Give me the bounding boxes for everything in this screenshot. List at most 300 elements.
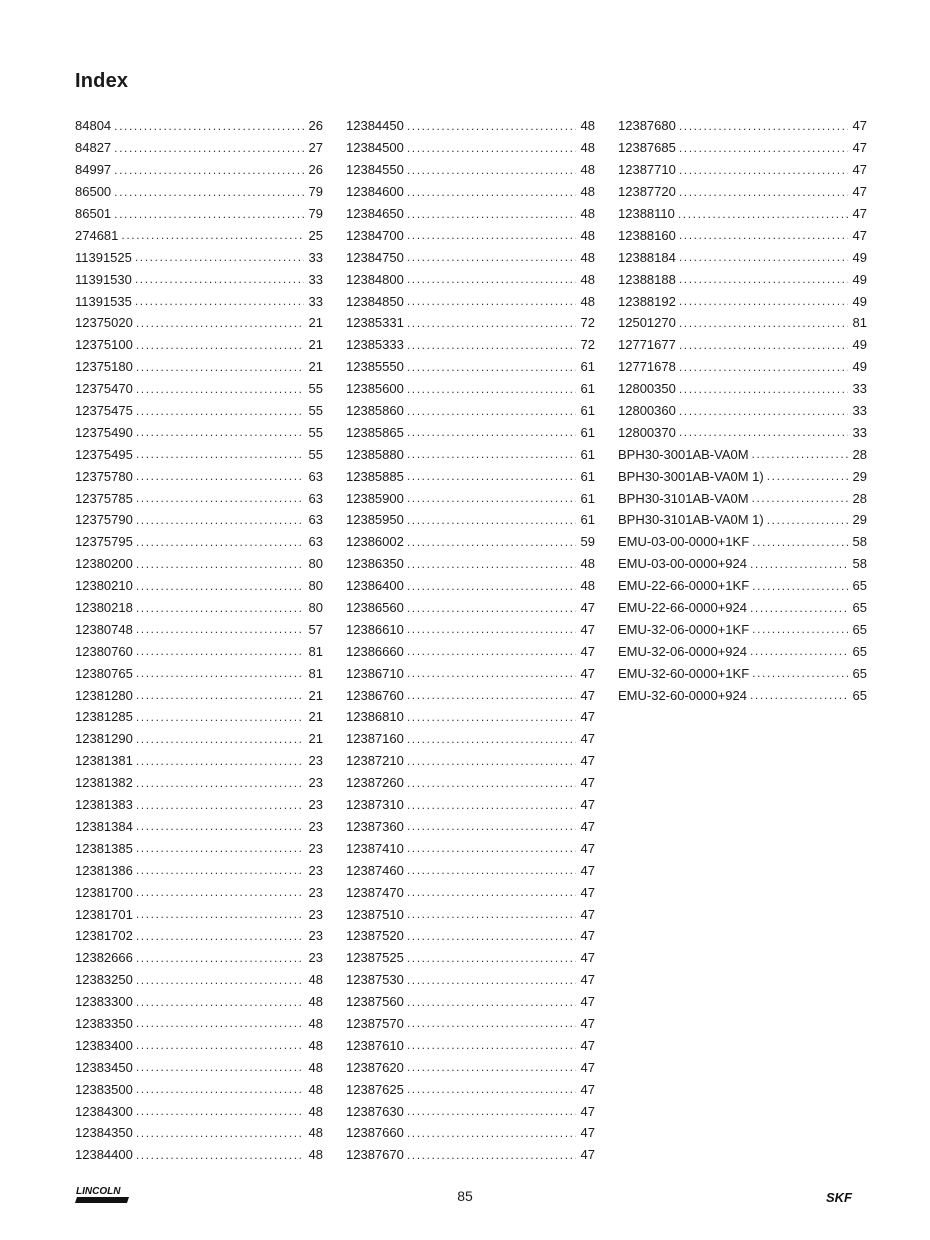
part-number: 12387310 [346,797,404,813]
index-entry [346,1122,595,1144]
page-reference: 23 [308,928,323,944]
index-entry [346,640,595,662]
part-number: 12381701 [75,906,133,922]
part-number: 12381384 [75,818,133,834]
index-entry [75,575,323,597]
index-entry [75,224,323,246]
part-number: 12375795 [75,534,133,550]
part-number: BPH30-3101AB-VA0M [618,490,749,506]
dot-leader [679,272,848,286]
dot-leader [407,885,576,899]
page-reference: 47 [580,818,595,834]
part-number: EMU-32-60-0000+1KF [618,665,750,681]
index-entry [75,115,323,137]
part-number: EMU-32-06-0000+1KF [618,621,750,637]
dot-leader [136,557,304,571]
dot-leader [679,228,848,242]
dot-leader [136,841,304,855]
page-reference: 55 [308,403,323,419]
page-reference: 28 [852,490,867,506]
index-entry [75,925,323,947]
part-number: 12375790 [75,512,133,528]
part-number: 12386760 [346,687,404,703]
part-number: 12384850 [346,293,404,309]
part-number: 12385950 [346,512,404,528]
part-number: BPH30-3001AB-VA0M [618,446,749,462]
index-entry [75,837,323,859]
index-entry [75,1122,323,1144]
part-number: 12387460 [346,862,404,878]
dot-leader [750,644,848,658]
index-entry [618,553,867,575]
index-entry [346,312,595,334]
index-entry [346,203,595,225]
part-number: 12384650 [346,206,404,221]
index-entry [618,662,867,684]
index-entry [618,618,867,640]
index-entry [618,334,867,356]
part-number: 12388160 [618,227,676,243]
dot-leader [136,601,304,615]
part-number: 12387680 [618,118,676,134]
page-reference: 48 [308,1059,323,1075]
part-number: 12380200 [75,556,133,572]
index-entry [75,750,323,772]
part-number: 12384550 [346,162,404,178]
dot-leader [679,404,848,418]
index-entry [346,443,595,465]
page-reference: 33 [852,381,867,397]
page-reference: 63 [308,512,323,528]
page-reference: 47 [580,731,595,747]
part-number: EMU-03-00-0000+1KF [618,534,750,550]
page-reference: 47 [852,184,867,200]
page-reference: 48 [308,1147,323,1163]
part-number: 12383500 [75,1081,133,1097]
part-number: 12381700 [75,884,133,900]
index-entry [346,575,595,597]
part-number: 12386660 [346,643,404,659]
part-number: 12375490 [75,424,133,440]
page-reference: 28 [852,446,867,462]
dot-leader [114,163,304,177]
part-number: 12381382 [75,775,133,791]
dot-leader [407,951,576,965]
part-number: 12387610 [346,1037,404,1053]
index-entry [346,1100,595,1122]
index-entry [346,1034,595,1056]
page-reference: 47 [580,1125,595,1141]
page-reference: 48 [308,1081,323,1097]
part-number: 12382666 [75,950,133,966]
dot-leader [136,1104,304,1118]
page-reference: 23 [308,775,323,791]
index-entry [346,465,595,487]
index-entry [75,421,323,443]
index-entry [618,531,867,553]
dot-leader [136,885,304,899]
page-reference: 47 [580,775,595,791]
dot-leader [407,776,576,790]
page-reference: 23 [308,884,323,900]
part-number: 12384400 [75,1147,133,1163]
part-number: 12384700 [346,227,404,243]
index-entry [618,509,867,531]
part-number: 12385333 [346,337,404,353]
part-number: 12385885 [346,468,404,484]
dot-leader [407,491,576,505]
page-reference: 61 [580,403,595,419]
part-number: 12501270 [618,315,676,331]
dot-leader [407,1126,576,1140]
dot-leader [136,382,304,396]
part-number: 12380210 [75,578,133,594]
page-reference: 61 [580,381,595,397]
page-reference: 33 [308,271,323,287]
dot-leader [407,973,576,987]
index-entry [75,903,323,925]
page-reference: 79 [308,206,323,221]
index-entry [618,246,867,268]
dot-leader [407,557,576,571]
page-reference: 48 [308,1037,323,1053]
page-reference: 47 [580,1103,595,1119]
page-reference: 79 [308,184,323,200]
dot-leader [136,710,304,724]
part-number: 12387260 [346,775,404,791]
dot-leader [407,1082,576,1096]
part-number: 12386710 [346,665,404,681]
page-reference: 21 [308,731,323,747]
page-reference: 48 [580,184,595,200]
index-entry [346,224,595,246]
dot-leader [407,425,576,439]
part-number: 12375475 [75,403,133,419]
page-reference: 29 [852,512,867,528]
index-entry [75,859,323,881]
index-entry [75,246,323,268]
part-number: 12385900 [346,490,404,506]
part-number: 12387630 [346,1103,404,1119]
part-number: 12380748 [75,621,133,637]
index-entry [75,487,323,509]
part-number: 12800370 [618,424,676,440]
page-reference: 59 [580,534,595,550]
page-reference: 47 [580,1015,595,1031]
index-entry [346,334,595,356]
page-reference: 47 [580,709,595,725]
dot-leader [407,338,576,352]
index-entry [618,684,867,706]
page-reference: 65 [852,687,867,703]
page-reference: 47 [852,118,867,134]
page-reference: 58 [852,534,867,550]
page-reference: 65 [852,643,867,659]
part-number: 12387625 [346,1081,404,1097]
dot-leader [407,754,576,768]
part-number: 12381280 [75,687,133,703]
page-reference: 26 [308,162,323,178]
index-entry [618,268,867,290]
dot-leader [407,732,576,746]
index-entry [75,684,323,706]
dot-leader [407,404,576,418]
dot-leader [136,535,304,549]
page-reference: 61 [580,468,595,484]
index-entry [75,181,323,203]
page-reference: 23 [308,862,323,878]
page-reference: 47 [580,1037,595,1053]
page-reference: 21 [308,709,323,725]
page-reference: 48 [580,140,595,156]
part-number: BPH30-3101AB-VA0M 1) [618,512,764,528]
page-reference: 47 [580,950,595,966]
part-number: 12386610 [346,621,404,637]
dot-leader [407,995,576,1009]
index-entry [75,378,323,400]
part-number: 12381702 [75,928,133,944]
dot-leader [407,1104,576,1118]
dot-leader [136,404,304,418]
part-number: 12383300 [75,994,133,1010]
page-reference: 27 [308,140,323,156]
index-entry [346,181,595,203]
part-number: 12388188 [618,271,676,287]
index-entry [346,1013,595,1035]
page-reference: 47 [580,994,595,1010]
part-number: 12380218 [75,600,133,616]
page-reference: 55 [308,424,323,440]
index-entry [346,378,595,400]
part-number: 12387560 [346,994,404,1010]
part-number: 12385865 [346,424,404,440]
dot-leader [407,1148,576,1162]
index-column-2 [346,115,595,1166]
dot-leader [136,579,304,593]
part-number: 12387670 [346,1147,404,1163]
page-reference: 21 [308,337,323,353]
dot-leader [679,316,848,330]
page-reference: 47 [580,928,595,944]
part-number: 12384300 [75,1103,133,1119]
part-number: 12387530 [346,972,404,988]
part-number: 12383450 [75,1059,133,1075]
index-entry [618,115,867,137]
part-number: EMU-03-00-0000+924 [618,556,747,572]
dot-leader [407,382,576,396]
dot-leader [407,294,576,308]
page-reference: 48 [308,1125,323,1141]
page-title: Index [75,70,129,92]
dot-leader [752,535,848,549]
part-number: 12387410 [346,840,404,856]
index-entry [618,290,867,312]
dot-leader [136,995,304,1009]
dot-leader [407,666,576,680]
dot-leader [407,644,576,658]
index-entry [346,1056,595,1078]
part-number: 12387470 [346,884,404,900]
page-reference: 47 [580,687,595,703]
dot-leader [136,338,304,352]
dot-leader [136,819,304,833]
index-entry [346,816,595,838]
dot-leader [407,141,576,155]
part-number: 12388110 [618,206,675,221]
dot-leader [136,360,304,374]
dot-leader [678,207,848,221]
index-entry [346,137,595,159]
page-reference: 58 [852,556,867,572]
part-number: EMU-32-60-0000+924 [618,687,747,703]
dot-leader [136,688,304,702]
dot-leader [136,1148,304,1162]
index-entry [346,246,595,268]
index-entry [346,268,595,290]
page-reference: 48 [580,227,595,243]
dot-leader [750,688,848,702]
index-entry [618,137,867,159]
dot-leader [136,1038,304,1052]
part-number: 12387685 [618,140,676,156]
part-number: 84997 [75,162,112,178]
part-number: 12387620 [346,1059,404,1075]
skf-logo-text: SKF [826,1190,852,1204]
dot-leader [135,250,304,264]
page-reference: 47 [580,1147,595,1163]
index-entry [75,159,323,181]
dot-leader [679,382,848,396]
dot-leader [407,863,576,877]
index-entry [346,509,595,531]
dot-leader [407,819,576,833]
index-entry [618,400,867,422]
page-reference: 48 [308,994,323,1010]
dot-leader [407,622,576,636]
dot-leader [136,513,304,527]
page-reference: 21 [308,359,323,375]
dot-leader [679,163,848,177]
page-reference: 65 [852,621,867,637]
page-reference: 21 [308,315,323,331]
dot-leader [679,141,848,155]
index-entry [618,487,867,509]
page-reference: 47 [580,643,595,659]
index-entry [75,662,323,684]
part-number: 12385550 [346,359,404,375]
dot-leader [136,798,304,812]
page-reference: 47 [580,797,595,813]
page-reference: 48 [580,249,595,265]
page-reference: 48 [580,556,595,572]
dot-leader [752,447,848,461]
page-reference: 33 [308,249,323,265]
page-reference: 63 [308,490,323,506]
index-entry [75,1056,323,1078]
index-entry [346,925,595,947]
page-reference: 33 [852,403,867,419]
part-number: 86500 [75,184,112,200]
dot-leader [407,841,576,855]
page-reference: 29 [852,468,867,484]
part-number: 12381290 [75,731,133,747]
index-entry [75,443,323,465]
index-entry [618,312,867,334]
dot-leader [407,1016,576,1030]
part-number: 12386350 [346,556,404,572]
page-reference: 49 [852,293,867,309]
dot-leader [407,929,576,943]
part-number: EMU-22-66-0000+924 [618,600,747,616]
dot-leader [136,732,304,746]
dot-leader [752,622,848,636]
part-number: 12384350 [75,1125,133,1141]
index-entry [75,991,323,1013]
part-number: 12375780 [75,468,133,484]
part-number: 12387160 [346,731,404,747]
index-entry [618,640,867,662]
dot-leader [136,1126,304,1140]
page-reference: 80 [308,600,323,616]
part-number: 12388192 [618,293,676,309]
page-reference: 23 [308,797,323,813]
dot-leader [750,557,848,571]
part-number: 12381386 [75,862,133,878]
page-reference: 47 [580,972,595,988]
dot-leader [407,207,576,221]
dot-leader [750,601,848,615]
part-number: 12800360 [618,403,676,419]
dot-leader [136,644,304,658]
skf-logo [826,1190,874,1204]
index-entry [75,728,323,750]
part-number: 12386560 [346,600,404,616]
part-number: 12387525 [346,950,404,966]
index-entry [346,597,595,619]
dot-leader [407,250,576,264]
index-entry [346,750,595,772]
page-reference: 48 [308,1015,323,1031]
dot-leader [136,666,304,680]
index-entry [346,684,595,706]
index-entry [346,487,595,509]
index-entry [346,421,595,443]
dot-leader [407,579,576,593]
part-number: 84804 [75,118,112,134]
page-reference: 61 [580,359,595,375]
dot-leader [679,338,848,352]
page-reference: 48 [580,578,595,594]
index-entry [346,706,595,728]
dot-leader [407,907,576,921]
dot-leader [136,929,304,943]
dot-leader [121,228,304,242]
index-entry [618,181,867,203]
part-number: 12381383 [75,797,133,813]
index-entry [346,772,595,794]
page-reference: 47 [580,862,595,878]
page-reference: 47 [580,1059,595,1075]
part-number: 86501 [75,206,112,221]
part-number: 12385331 [346,315,404,331]
part-number: 12380765 [75,665,133,681]
page-reference: 72 [580,315,595,331]
index-entry [346,618,595,640]
part-number: 12771678 [618,359,676,375]
part-number: 12381385 [75,840,133,856]
index-entry [346,991,595,1013]
part-number: 12384800 [346,271,404,287]
